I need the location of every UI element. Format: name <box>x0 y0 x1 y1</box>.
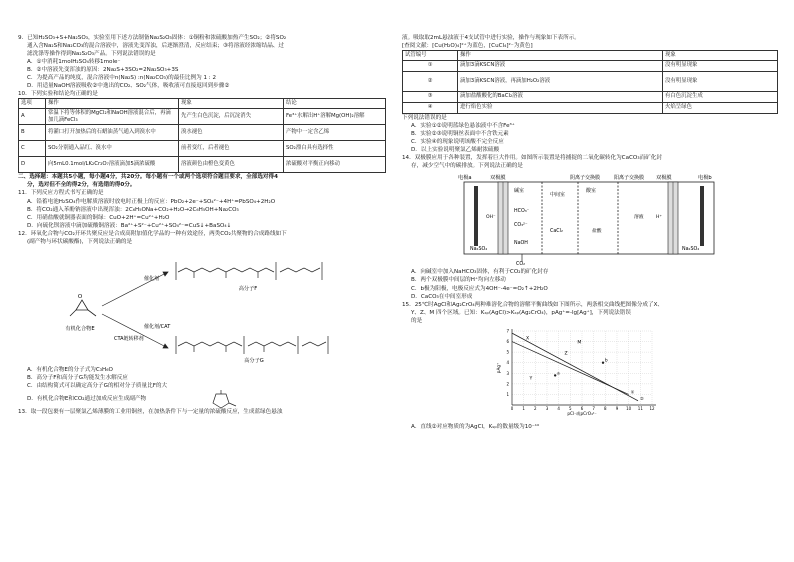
q9-stem-line-2: 通入含Na₂S和Na₂CO₃的混合溶液中，溶液先变浑浊，后逐渐澄清，反应结束；③将溶液经浓缩结晶、过 <box>27 43 284 50</box>
data-point <box>602 361 604 363</box>
naoh-label: NaOH <box>514 241 528 247</box>
q10-cell: 溶液颜色由橙色变黄色 <box>179 157 284 173</box>
question-12 <box>18 230 386 408</box>
q12-option-a: A．有机化合物E的分子式为C₃H₆O <box>27 366 113 373</box>
q10-header-phenomenon: 现象 <box>179 99 284 109</box>
polymer-f-structure <box>176 262 322 280</box>
q13-cell: ② <box>403 72 458 92</box>
dilute-solution-label: 溶液 <box>634 215 644 221</box>
bipolar-membrane-2-label: 双极膜 <box>656 175 672 182</box>
q13-cell: 没有明显现象 <box>663 61 778 72</box>
q10-stem: 10．下列实验和结论均正确的是 <box>18 91 98 98</box>
question-13 <box>18 408 386 416</box>
q10-cell: 前者变红，后者褪色 <box>179 141 284 157</box>
region-label: X <box>526 336 530 342</box>
data-point-label: b <box>605 357 608 363</box>
hcl-label: 盐酸 <box>592 229 602 235</box>
alkali-chamber-label: 碱室 <box>514 188 525 195</box>
q13-row-2 <box>403 72 778 92</box>
q14-stem-line-1: 14．双极膜应用于各种装置，发挥着巨大作用。如图所示装置是将捕捉的二氧化碳转化为CaCO₃而矿化封 <box>402 155 662 162</box>
q10-cell: SO₂漂白具有选择性 <box>284 141 386 157</box>
y-tick-label: 7 <box>506 328 509 334</box>
q14-option-a: A．向碱室中加入NaHCO₃固体，有利于CO₂的矿化封存 <box>411 269 549 276</box>
x-tick-label: 12 <box>649 405 655 411</box>
q10-cell: D <box>19 157 46 173</box>
q15-stem-line-1: 15．25℃时AgCl和Ag₂CrO₄两种难溶化合物的溶解平衡曲线如下图所示，两条相交曲线把图像分成了X、 <box>402 301 664 308</box>
epoxide-oxygen-label: O <box>77 293 83 300</box>
electrode-a-label: 电极a <box>458 175 472 182</box>
q15-stem-line-3: 的是 <box>411 317 423 324</box>
q13-option-d: D．以上实验说明聚氯乙烯耐浓硫酸 <box>411 147 500 154</box>
q14-stem-line-2: 存，减少空气中的碳排放。下列说法正确的是 <box>411 163 523 170</box>
q12-stem-line-1: 12．环氧化合物与CO₂开环共聚反应是合成高附加值化学品的一种有效途径，两类CO₂共聚物的合成路线如下 <box>18 230 287 237</box>
series-label: ① <box>630 389 635 395</box>
y-tick-label: 1 <box>506 391 509 397</box>
q13-cell: 没有明显现象 <box>663 72 778 92</box>
y-tick-label: 6 <box>506 338 509 344</box>
co3-label: CO₃²⁻ <box>514 223 528 229</box>
y-tick-label: 2 <box>506 381 509 387</box>
section-2-line-1: 二、选择题：本题共5小题，每小题4分，共20分。每小题有一个或两个选项符合题目要求，全部选对得4 <box>18 174 278 181</box>
q10-cell: B <box>19 125 46 141</box>
right-column <box>402 34 778 431</box>
q9-option-c: C．为提高产品的纯度，混合溶液中n(Na₂S) :n(Na₂CO₃)的最佳比例为 1 : 2 <box>27 75 217 82</box>
q13-header-operation: 操作 <box>458 51 663 61</box>
x-tick-label: 5 <box>569 405 572 411</box>
question-13-continued <box>402 34 778 154</box>
electrode-b-label: 电极b <box>698 175 712 182</box>
q9-option-d: D．用适量NaOH溶液吸收②中逸出的CO₂、SO₂气体，吸收液可直接返回到步骤② <box>27 83 230 90</box>
middle-chamber-label: 中间室 <box>550 192 566 199</box>
q13-intro: 液。吸取取2mL悬浊液于4支试管中进行实验，操作与现象如下表所示。 <box>402 35 580 41</box>
q13-header-row <box>403 51 778 61</box>
q13-cell: ① <box>403 61 458 72</box>
q12-option-c: C．由结构简式可以确定高分子G的相对分子质量比F的大 <box>27 382 168 389</box>
q10-header-operation: 操作 <box>46 99 179 109</box>
q13-option-c: C．实验④的现象说明该酸不完全反应 <box>411 139 504 146</box>
question-15 <box>402 301 778 431</box>
cacl2-label: CaCl₂ <box>550 229 563 235</box>
q10-cell: SO₂分别通入品红、溴水中 <box>46 141 179 157</box>
q12-option-b: B．高分子F和高分子G均能发生水解反应 <box>27 374 128 381</box>
x-axis-label: pCl⁻或pCrO₄²⁻ <box>567 410 597 416</box>
q13-cell: 滴加3滴KSCN溶液 <box>458 61 663 72</box>
y-axis-label: pAg⁺ <box>496 362 501 373</box>
q13-row-1 <box>403 61 778 72</box>
q11-option-c: C．用硝盐酸就铜器表面的铜绿：CuO+2H⁺=Cu²⁺+H₂O <box>27 214 170 221</box>
q13-header-phenomenon: 现象 <box>663 51 778 61</box>
acid-chamber-label: 酸室 <box>586 188 597 195</box>
q10-cell: 向5mL0.1mol/LK₂Cr₂O₇溶液滴加5滴浓硫酸 <box>46 157 179 173</box>
electrode-a <box>474 186 478 246</box>
question-9 <box>18 34 386 90</box>
cta-label: CTA链转移剂 <box>114 335 144 342</box>
x-tick-label: 6 <box>580 405 584 411</box>
x-tick-label: 1 <box>522 405 525 411</box>
bipolar-membrane-1-label: 双极膜 <box>490 175 506 182</box>
q10-row-b <box>19 125 386 141</box>
data-point-label: a <box>557 370 560 376</box>
data-point <box>554 374 556 376</box>
q10-cell: 浓硫酸对平衡正向移动 <box>284 157 386 173</box>
bipolar-membrane-2 <box>668 182 678 254</box>
series-line-2 <box>512 333 638 401</box>
electrode-b <box>700 186 704 246</box>
q10-header-row <box>19 99 386 109</box>
q14-cell-diagram <box>402 172 778 266</box>
x-tick-label: 8 <box>604 405 607 411</box>
epoxide-structure <box>70 300 96 316</box>
q13-table <box>402 50 778 114</box>
reactant-label: 有机化合物E <box>65 325 95 332</box>
y-tick-label: 3 <box>506 370 509 376</box>
q15-solubility-chart <box>402 327 778 421</box>
oh-ion-label: OH⁻ <box>486 215 496 221</box>
product-f-label: 高分子F <box>238 285 258 292</box>
cation-membrane-label: 阳离子交换膜 <box>614 175 645 182</box>
q10-header-conclusion: 结论 <box>284 99 386 109</box>
q12-stem-line-2: (副产物与环状碳酸酯)，下列说法正确的是 <box>27 238 133 245</box>
product-g-label: 高分子G <box>244 357 264 364</box>
q10-table <box>18 98 386 173</box>
q13-cell: 进行焰色实验 <box>458 103 663 114</box>
anion-membrane-label: 阴离子交换膜 <box>570 175 601 182</box>
co2-label: CO₂ <box>516 262 526 267</box>
q15-stem-line-2: Y、Z、M 四个区域。已知：Kₛₚ(AgCl)>Kₛₚ(Ag₂CrO₄)，pAg⁺=-lg[Ag⁺]，下列说法错误 <box>411 309 631 316</box>
q12-option-d: D．有机化合物E和CO₂通过加成反应生成副产物 <box>27 395 147 402</box>
q10-cell: 溴水褪色 <box>179 125 284 141</box>
q10-cell: A <box>19 109 46 125</box>
h-ion-label: H⁺ <box>656 215 662 221</box>
q10-cell: C <box>19 141 46 157</box>
hco3-label: HCO₃⁻ <box>514 209 530 215</box>
q12-option-d-row <box>18 390 386 408</box>
condition-bottom: 催化剂/CAT <box>144 323 171 330</box>
left-column <box>18 34 386 416</box>
q14-option-b: B．两个双极膜中间层的H⁺均向左移动 <box>411 277 506 284</box>
x-tick-label: 0 <box>510 405 514 411</box>
x-tick-label: 9 <box>615 405 619 411</box>
q13-row-4 <box>403 103 778 114</box>
na2so4-left-label: Na₂SO₄ <box>470 247 488 253</box>
q9-option-a: A．①中消耗1molH₂SO₄转移1mole⁻ <box>27 59 121 66</box>
q13-cell: 滴加盐酸酸化的BaCl₂溶液 <box>458 92 663 103</box>
q11-option-a: A．铅蓄电池H₂SO₄作电解质溶液时放电时正极上的反应：PbO₂+2e⁻+SO₄²⁻+4H⁺=PbSO₄+2H₂O <box>27 198 276 205</box>
q9-stem-line-3: 滤洗涤等操作得到Na₂S₂O₃产品。下列说法错误的是 <box>27 51 156 58</box>
q9-option-b: B．②中溶液先变浑浊的原因：2Na₂S+3SO₂=2Na₂SO₃+3S <box>27 67 179 74</box>
q11-option-b: B．将CO₂通入苯酚钠溶液中出现浑浊：2C₆H₅ONa+CO₂+H₂O→2C₆H₅OH+Na₂CO₃ <box>27 206 239 213</box>
q15-option-a: A．直线②对应物质的为AgCl，Kₛₚ的数量级为10⁻¹⁰ <box>411 423 540 430</box>
x-tick-label: 10 <box>626 405 632 411</box>
q10-header-option: 选项 <box>19 99 46 109</box>
q10-cell: Fe³⁺水解出H⁺溶解Mg(OH)₂溶解 <box>284 109 386 125</box>
q10-row-a <box>19 109 386 125</box>
cyclic-carbonate-structure <box>206 390 240 410</box>
q13-cell: 滴加3滴KSCN溶液，再滴加H₂O₂溶液 <box>458 72 663 92</box>
y-tick-label: 4 <box>506 359 509 365</box>
q13-stem: 13．取一段包裹有一层聚氯乙烯薄膜的工业用铜丝，在加热条件下与一定量的浓硫酸反应，生成蓝绿色悬浊 <box>18 408 283 415</box>
q12-reaction-diagram <box>18 248 386 364</box>
q13-cell: ③ <box>403 92 458 103</box>
question-14 <box>402 154 778 300</box>
q10-row-c <box>19 141 386 157</box>
bipolar-membrane-1 <box>498 182 508 254</box>
y-tick-label: 5 <box>506 349 509 355</box>
q13-row-3 <box>403 92 778 103</box>
q9-stem-line-1: 9．已知H₂SO₃+S+Na₂SO₃，实验室用下述方法制备Na₂S₂O₃固体：①铜粉和浓硫酸加热产生SO₂；②将SO₂ <box>18 35 287 41</box>
x-tick-label: 7 <box>592 405 595 411</box>
series-label: ② <box>640 395 644 401</box>
x-tick-label: 3 <box>545 405 549 411</box>
q13-cell: ④ <box>403 103 458 114</box>
x-tick-label: 11 <box>637 405 643 411</box>
question-11 <box>18 189 386 229</box>
na2so4-right-label: Na₂SO₄ <box>682 247 700 253</box>
section-2-heading <box>18 173 386 189</box>
q10-cell: 将灌口打开加热后的石蜡油蒸气通入到溴水中 <box>46 125 179 141</box>
region-label: Y <box>529 376 533 382</box>
q13-cell: 有白色沉淀生成 <box>663 92 778 103</box>
q10-cell: 常温下将等体积的MgCl₂和NaOH溶液混合后，再滴加几滴FeCl₃ <box>46 109 179 125</box>
condition-top: 催化剂 <box>144 275 160 282</box>
q13-cell: 火焰呈绿色 <box>663 103 778 114</box>
q11-option-d: D．向硫化钡溶液中滴加硫酸铜溶液：Ba²⁺+S²⁻+Cu²⁺+SO₄²⁻=CuS↓+BaSO₄↓ <box>27 222 232 229</box>
x-tick-label: 4 <box>557 405 560 411</box>
x-tick-label: 2 <box>534 405 537 411</box>
q13-header-tube: 试管编号 <box>403 51 458 61</box>
polymer-g-structure <box>176 336 328 354</box>
region-label: Z <box>564 351 568 357</box>
q13-question: 下列说法错误的是 <box>402 115 447 122</box>
q10-cell: 产物中一定含乙烯 <box>284 125 386 141</box>
q13-option-a: A．实验①②说明蓝绿色悬浊液中不含Fe³⁺ <box>411 123 515 130</box>
q11-stem: 11．下列反应方程式书写正确的是 <box>18 190 104 197</box>
q10-cell: 先产生白色沉淀，后沉淀消失 <box>179 109 284 125</box>
region-label: M <box>577 340 582 346</box>
q14-option-d: D．CaCO₃在中间室形成 <box>411 293 473 300</box>
question-10 <box>18 90 386 173</box>
q10-row-d <box>19 157 386 173</box>
q14-option-c: C．b极为阳极，电极反应式为4OH⁻-4e⁻=O₂↑+2H₂O <box>411 285 548 292</box>
q13-option-b: B．实验②③说明铜丝表面中不含铁元素 <box>411 131 509 138</box>
q13-reference: [查阅文献：[Cu(H₂O)₄]²⁺为蓝色，[CuCl₄]²⁻为黄色] <box>402 43 533 50</box>
section-2-line-2: 分，选对但不全的得2分，有选错的得0分。 <box>27 182 136 189</box>
